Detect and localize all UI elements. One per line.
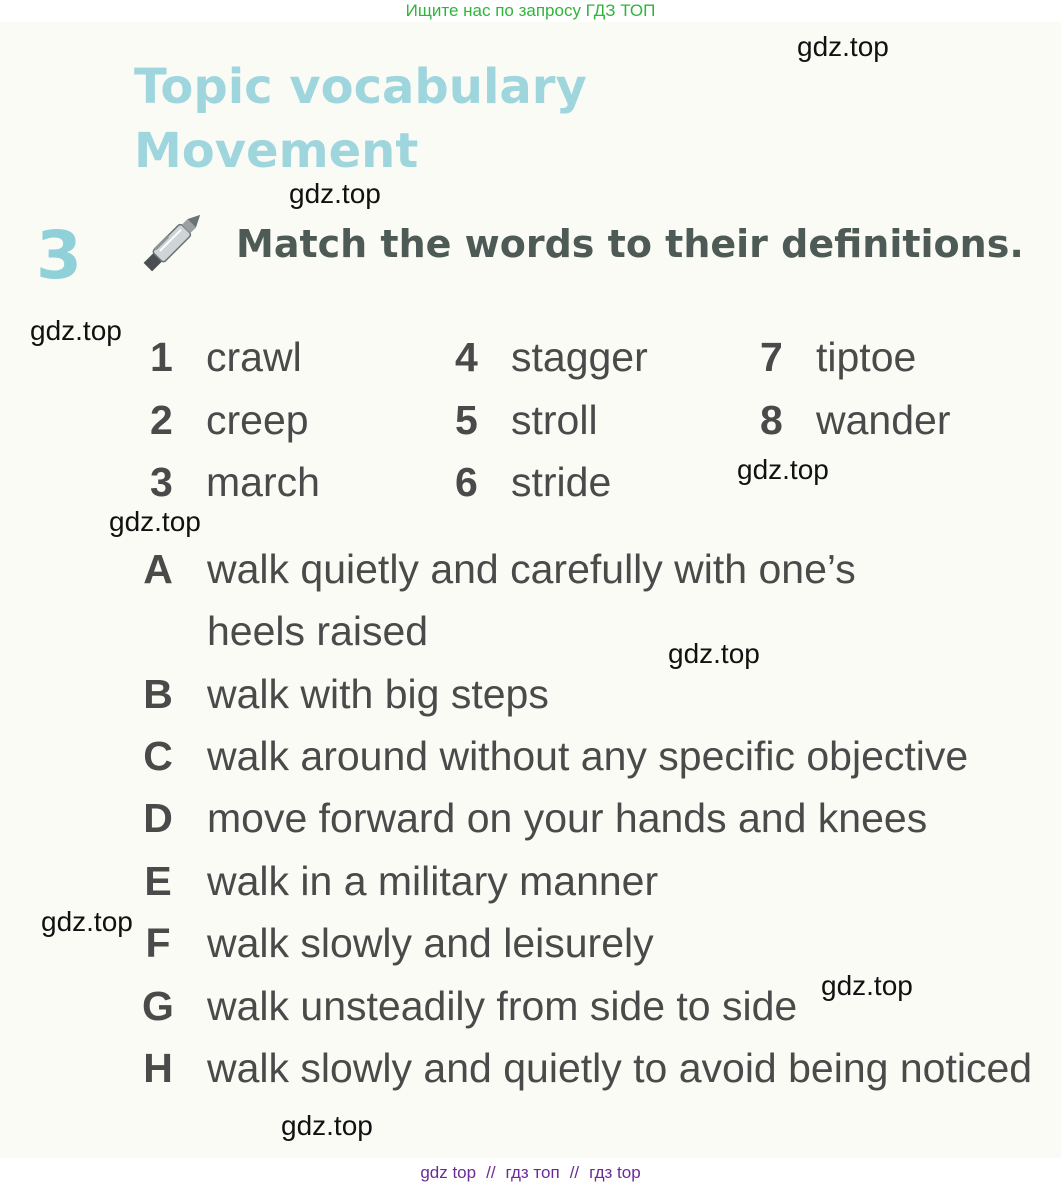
word-item bbox=[150, 332, 302, 382]
word-item bbox=[150, 395, 309, 445]
word-item bbox=[760, 395, 950, 445]
definition-letter: B bbox=[143, 671, 173, 717]
exercise-number: 3 bbox=[36, 217, 82, 294]
word-item bbox=[455, 395, 598, 445]
definition-letter: F bbox=[145, 920, 171, 966]
word-item bbox=[150, 457, 320, 507]
word-number: 8 bbox=[760, 397, 783, 443]
definition-text: walk in a military manner bbox=[207, 858, 659, 904]
watermark: gdz.top bbox=[281, 1110, 373, 1141]
pen-icon bbox=[135, 202, 213, 280]
word-number: 6 bbox=[455, 459, 478, 505]
topic-subtitle: Movement bbox=[134, 123, 419, 179]
bottom-link[interactable]: gdz top bbox=[420, 1163, 477, 1182]
word-number: 7 bbox=[760, 334, 783, 380]
definition-text-continued: heels raised bbox=[207, 608, 429, 654]
watermark: gdz.top bbox=[109, 506, 201, 537]
word-item bbox=[455, 332, 648, 382]
definition-letter: A bbox=[143, 546, 173, 592]
word-text: stagger bbox=[511, 334, 648, 380]
word-text: tiptoe bbox=[816, 334, 917, 380]
bottom-banner bbox=[0, 1158, 1061, 1187]
definition-letter: G bbox=[142, 983, 174, 1029]
definition-text: walk slowly and leisurely bbox=[207, 920, 654, 966]
word-item bbox=[455, 457, 611, 507]
definition-letter: E bbox=[144, 858, 172, 904]
watermark: gdz.top bbox=[821, 970, 913, 1001]
definition-text: walk slowly and quietly to avoid being noticed bbox=[207, 1045, 1033, 1091]
bottom-link[interactable]: гдз top bbox=[589, 1163, 641, 1182]
word-text: crawl bbox=[206, 334, 302, 380]
bottom-link[interactable]: гдз топ bbox=[505, 1163, 560, 1182]
separator: // bbox=[486, 1163, 496, 1182]
word-number: 1 bbox=[150, 334, 173, 380]
definition-letter: C bbox=[143, 733, 173, 779]
definition-text: move forward on your hands and knees bbox=[207, 795, 928, 841]
watermark: gdz.top bbox=[30, 315, 122, 346]
topic-title: Topic vocabulary bbox=[134, 59, 587, 115]
definition-letter: H bbox=[143, 1045, 173, 1091]
separator: // bbox=[569, 1163, 580, 1182]
top-banner[interactable]: Ищите нас по запросу ГДЗ ТОП bbox=[0, 0, 1061, 22]
word-number: 3 bbox=[150, 459, 173, 505]
definition-letter: D bbox=[143, 795, 173, 841]
word-item bbox=[760, 332, 916, 382]
definition-text: walk around without any specific objective bbox=[207, 733, 969, 779]
word-text: stroll bbox=[511, 397, 598, 443]
watermark: gdz.top bbox=[797, 31, 889, 62]
watermark: gdz.top bbox=[41, 906, 133, 937]
word-text: march bbox=[206, 459, 320, 505]
watermark: gdz.top bbox=[289, 178, 381, 209]
word-text: stride bbox=[511, 459, 612, 505]
instruction: Match the words to their definitions. bbox=[236, 222, 1024, 266]
watermark: gdz.top bbox=[737, 454, 829, 485]
definition-text: walk unsteadily from side to side bbox=[207, 983, 798, 1029]
definition-text: walk quietly and carefully with one’s bbox=[207, 546, 856, 592]
word-text: wander bbox=[816, 397, 951, 443]
definition-text: walk with big steps bbox=[207, 671, 549, 717]
word-number: 4 bbox=[455, 334, 478, 380]
word-number: 2 bbox=[150, 397, 173, 443]
watermark: gdz.top bbox=[668, 638, 760, 669]
word-text: creep bbox=[206, 397, 309, 443]
word-number: 5 bbox=[455, 397, 478, 443]
